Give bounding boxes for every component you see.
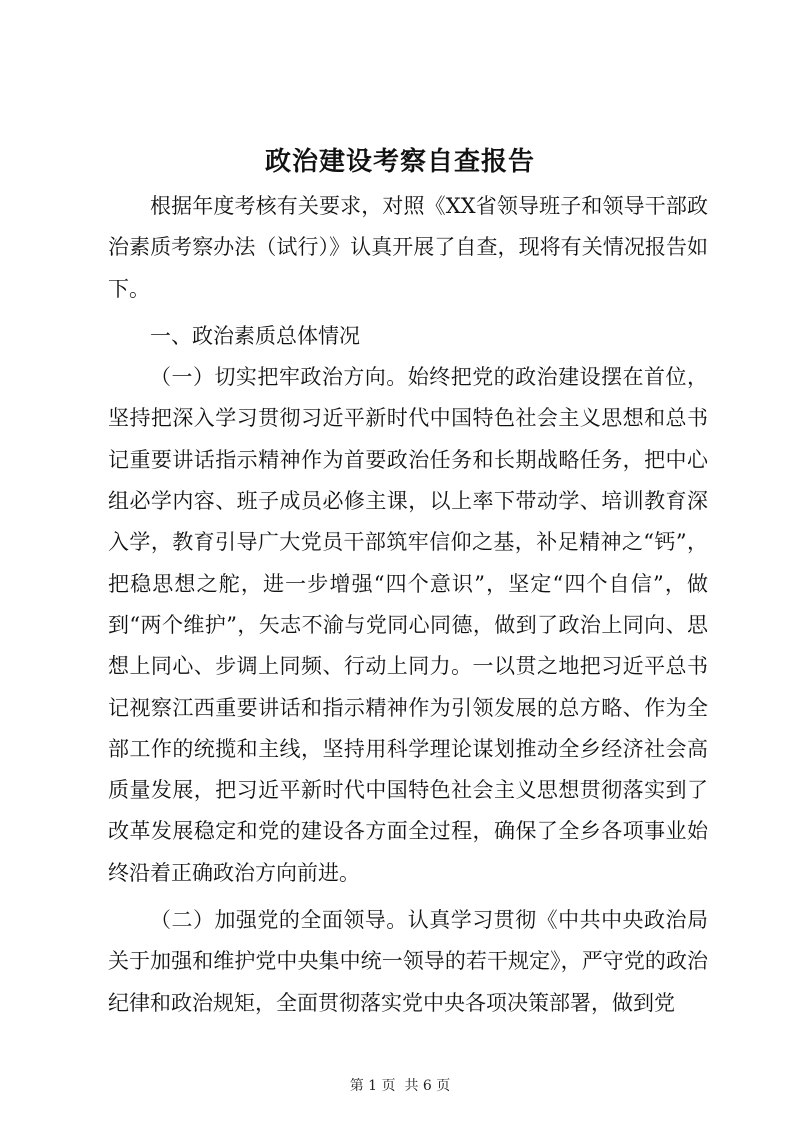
body-paragraph: （二）加强党的全面领导。认真学习贯彻《中共中央政治局关于加强和维护党中央集中统一领导的若干规定》，严守党的政治纪律和政治规矩，全面贯彻落实党中央各项决策部署，做到党 [108, 908, 708, 1015]
intro-paragraph: 根据年度考核有关要求，对照《XX省领导班子和领导干部政治素质考察办法（试行）》认真开展了自查，现将有关情况报告如下。 [108, 194, 708, 301]
document-body [108, 186, 708, 1024]
section-heading: 一、政治素质总体情况 [150, 323, 360, 348]
page-footer [0, 1076, 800, 1096]
page-total: 共 6 页 [404, 1078, 451, 1094]
document-title: 政治建设考察自查报告 [264, 147, 535, 177]
body-paragraph: （一）切实把牢政治方向。始终把党的政治建设摆在首位，坚持把深入学习贯彻习近平新时代中国特色社会主义思想和总书记重要讲话指示精神作为首要政治任务和长期战略任务，把中心组必学内容、班子成员必修主课，以上率下带动学、培训教育深入学，教育引导广大党员干部筑牢信仰之基，补足精神之“钙”，把稳思想之舵，进一步增强“四个意识”，坚定“四个自信”，做到“两个维护”，矢志不渝与党同心同德，做到了政治上同向、思想上同心、步调上同频、行动上同力。一以贯之地把习近平总书记视察江西重要讲话和指示精神作为引领发展的总方略、作为全部工作的统揽和主线，坚持用科学理论谋划推动全乡经济社会高质量发展，把习近平新时代中国特色社会主义思想贯彻落实到了改革发展稳定和党的建设各方面全过程，确保了全乡各项事业始终沿着正确政治方向前进。 [108, 365, 708, 885]
page-number: 第 1 页 [349, 1078, 396, 1094]
